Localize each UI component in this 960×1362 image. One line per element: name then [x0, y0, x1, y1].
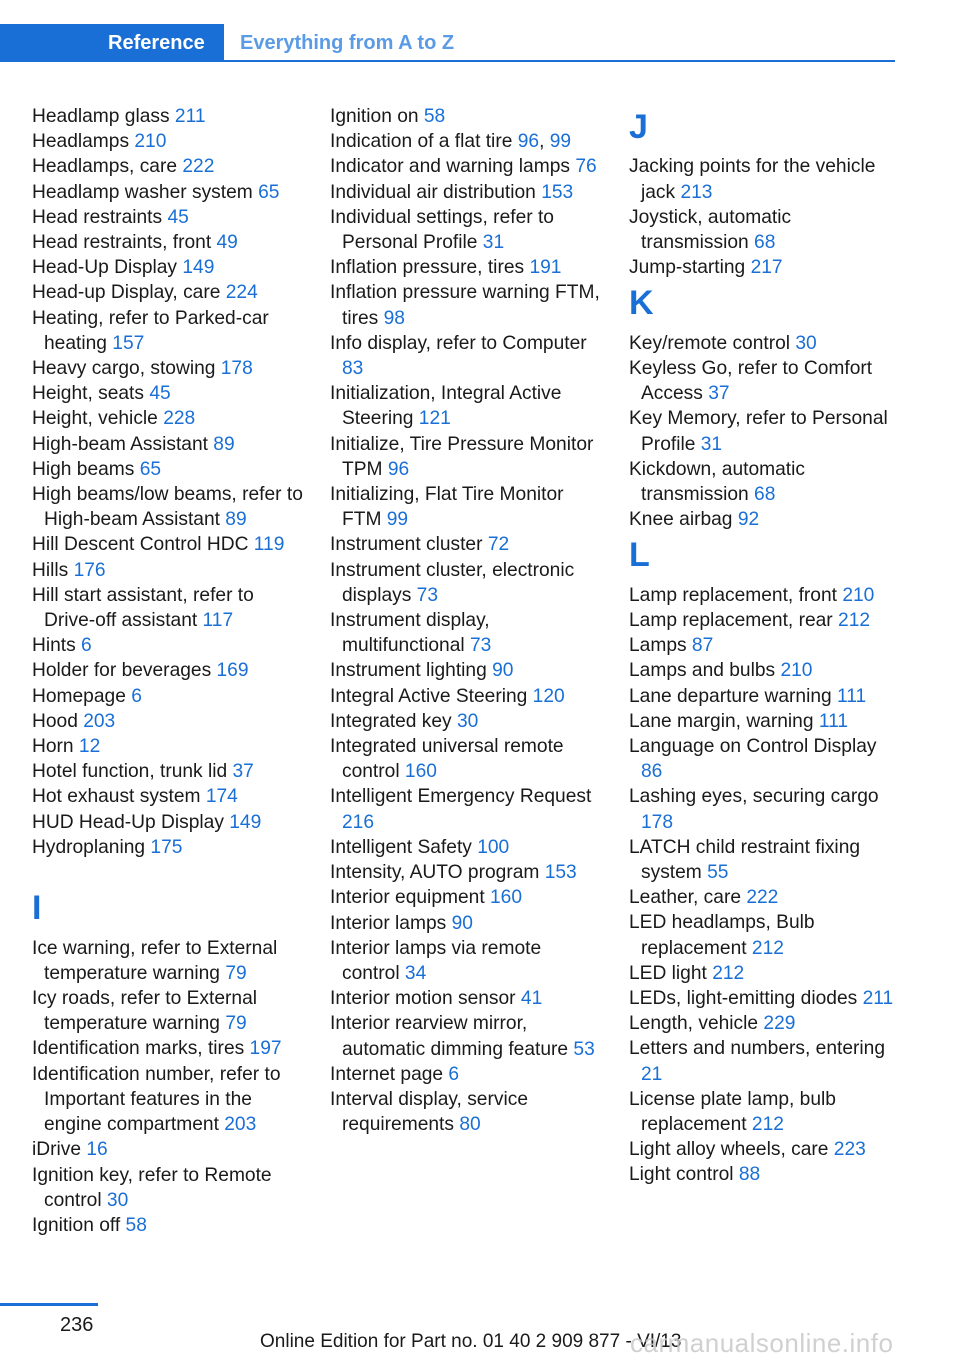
section-header	[0, 24, 895, 62]
index-entry-text: Head-up Display, care	[32, 282, 226, 304]
index-entry	[32, 810, 304, 835]
index-entry-text: Initialization, Integral Active Steering	[330, 383, 562, 430]
index-entry-text: Ignition off	[32, 1214, 126, 1236]
index-entry-text: High-beam Assistant	[32, 433, 214, 455]
index-entry	[330, 532, 602, 557]
page-reference-link[interactable]: 212	[838, 610, 871, 632]
page-reference-link[interactable]: 111	[818, 710, 849, 732]
page-reference-link[interactable]: 197	[249, 1038, 282, 1060]
index-entry	[330, 1087, 602, 1137]
index-entry-text: Holder for beverages	[32, 660, 217, 682]
index-entry-text: Integrated key	[330, 710, 457, 732]
page-reference-link[interactable]: 73	[416, 584, 438, 606]
index-entry	[32, 306, 304, 356]
index-entry-text: Individual air distribution	[330, 181, 542, 203]
index-entry-text: Language on Control Display	[629, 736, 877, 758]
index-entry-text: Info display, refer to Computer	[330, 332, 587, 354]
page-reference-link[interactable]: 92	[737, 509, 760, 531]
index-entry	[330, 835, 602, 860]
index-entry	[32, 154, 304, 179]
index-entry-text: Indication of a flat tire	[330, 131, 518, 153]
index-entry-text: High beams/low beams, refer to High-beam Assistant	[32, 484, 303, 531]
page-reference-link[interactable]: 203	[224, 1114, 257, 1136]
index-entry-text: Interior motion sensor	[330, 988, 521, 1010]
index-entry	[330, 205, 602, 255]
index-entry-text: Individual settings, refer to Personal Profile	[330, 206, 554, 254]
index-entry	[32, 255, 304, 280]
index-entry	[629, 1011, 901, 1036]
index-entry	[330, 154, 602, 179]
index-entry-text: Inflation pressure warning FTM, tires	[330, 282, 600, 329]
index-entry-text: Icy roads, refer to External temperature warning	[32, 988, 258, 1035]
page-reference-link[interactable]: 6	[448, 1063, 460, 1085]
index-entry-text: Joystick, automatic transmission	[629, 206, 792, 253]
page-reference-link[interactable]: 212	[751, 1114, 784, 1136]
index-entry-text: Horn	[32, 736, 79, 758]
page-reference-link[interactable]: 31	[482, 232, 505, 254]
index-entry	[629, 356, 901, 406]
index-column-1	[32, 104, 304, 1238]
index-entry-text: Heating, refer to Parked-car heating	[32, 307, 269, 354]
page-reference-link[interactable]: 153	[541, 181, 574, 203]
index-entry-text: Head restraints, front	[32, 232, 217, 254]
index-entry	[629, 1036, 901, 1086]
page-reference-link[interactable]: 228	[163, 408, 196, 430]
index-entry	[330, 482, 602, 532]
index-entry	[32, 986, 304, 1036]
page-reference-link[interactable]: 149	[229, 811, 262, 833]
index-entry-text: Headlamps, care	[32, 156, 183, 178]
page-reference-link[interactable]: 87	[691, 635, 714, 657]
index-entry	[330, 381, 602, 431]
page-reference-link[interactable]: 90	[492, 660, 514, 682]
index-entry-text: Indicator and warning lamps	[330, 156, 576, 178]
index-entry-text: Letters and numbers, entering	[629, 1038, 885, 1060]
index-entry	[629, 986, 901, 1011]
page-reference-link[interactable]: 210	[780, 660, 813, 682]
page-reference-link[interactable]: 176	[73, 559, 106, 581]
index-entry-text: Interior lamps	[330, 912, 452, 934]
page-reference-link[interactable]: 178	[641, 811, 674, 833]
page-reference-link[interactable]: 216	[342, 811, 375, 833]
page-reference-link[interactable]: 117	[202, 610, 234, 632]
index-entry	[32, 356, 304, 381]
index-entry	[32, 583, 304, 633]
page-reference-link[interactable]: 55	[707, 862, 729, 884]
index-entry-text: Inflation pressure, tires	[330, 257, 530, 279]
index-entry-text: Ignition on	[330, 106, 424, 127]
page-reference-link[interactable]: 58	[125, 1214, 147, 1236]
index-entry	[330, 608, 602, 658]
page-reference-link[interactable]: 174	[205, 786, 238, 808]
index-entry	[32, 180, 304, 205]
index-entry-text: Jump-starting	[629, 257, 751, 279]
index-entry-text: Light control	[629, 1164, 739, 1186]
page-reference-link[interactable]: 153	[544, 862, 577, 884]
index-entry-text: Heavy cargo, stowing	[32, 358, 221, 380]
page-reference-link[interactable]: 211	[862, 988, 894, 1010]
index-entry-text: Headlamps	[32, 131, 135, 153]
index-entry-text: Instrument display, multifunctional	[330, 610, 490, 657]
index-entry-text: Key Memory, refer to Personal Profile	[629, 408, 888, 455]
index-entry-text: Headlamp glass	[32, 106, 175, 127]
page-reference-link[interactable]: 212	[751, 937, 784, 959]
index-entry	[32, 558, 304, 583]
page-reference-link[interactable]: 89	[213, 433, 235, 455]
index-entry-text: Ignition key, refer to Remote control	[32, 1164, 272, 1211]
index-entry-text: Hot exhaust system	[32, 786, 206, 808]
tab-reference[interactable]: Reference	[0, 24, 224, 62]
index-entry-text: Hill Descent Control HDC	[32, 534, 254, 556]
index-entry	[629, 658, 901, 683]
index-entry-text: License plate lamp, bulb replacement	[629, 1088, 836, 1136]
page-reference-link[interactable]: 58	[423, 106, 446, 127]
watermark: carmanualsonline.info	[630, 1328, 894, 1358]
index-entry	[629, 205, 901, 255]
page-reference-link[interactable]: 223	[833, 1139, 866, 1161]
index-entry-text: Knee airbag	[629, 509, 738, 531]
index-entry	[629, 154, 901, 204]
index-entry-text: Head-Up Display	[32, 257, 183, 279]
page-reference-link[interactable]: 37	[708, 383, 730, 405]
index-entry-text: Hydroplaning	[32, 836, 151, 858]
page-reference-link[interactable]: 21	[641, 1063, 663, 1085]
index-entry-text: Headlamp washer system	[32, 181, 259, 203]
index-entry	[330, 784, 602, 834]
index-entry	[32, 432, 304, 457]
index-entry	[32, 936, 304, 986]
page-reference-link[interactable]: 6	[81, 635, 92, 657]
index-entry	[629, 583, 901, 608]
page-reference-link[interactable]: 96	[387, 458, 410, 480]
page-separator: ,	[539, 131, 550, 153]
index-entry-text: Keyless Go, refer to Comfort Access	[629, 358, 873, 405]
index-entry	[330, 860, 602, 885]
index-entry-text: Ice warning, refer to External temperature warning	[32, 937, 278, 984]
page-reference-link[interactable]: 99	[386, 509, 409, 531]
index-entry	[32, 406, 304, 431]
edition-text: Online Edition for Part no. 01 40 2 909 877 - VI/13	[260, 1331, 682, 1352]
page-reference-link[interactable]: 31	[700, 433, 723, 455]
page-reference-link[interactable]: 210	[134, 131, 167, 153]
index-entry	[32, 709, 304, 734]
index-letter-heading: L	[629, 536, 650, 575]
index-entry	[32, 129, 304, 154]
index-entry-text: LATCH child restraint fixing system	[629, 836, 861, 884]
index-entry	[330, 684, 602, 709]
page-reference-link[interactable]: 30	[456, 710, 479, 732]
index-entry-text: Lamp replacement, rear	[629, 610, 839, 632]
header-rule	[224, 60, 895, 62]
index-letter-heading: K	[629, 284, 654, 323]
index-entry	[629, 684, 901, 709]
index-entry-text: Lane departure warning	[629, 685, 838, 707]
page-reference-link[interactable]: 210	[842, 584, 875, 606]
index-entry-text: Instrument cluster	[330, 534, 488, 556]
index-entry	[32, 784, 304, 809]
index-entry-text: Internet page	[330, 1063, 449, 1085]
page-reference-link[interactable]: 53	[573, 1038, 595, 1060]
index-entry-text: Light alloy wheels, care	[629, 1139, 834, 1161]
tab-everything-a-to-z[interactable]: Everything from A to Z	[240, 32, 455, 54]
page-reference-link[interactable]: 73	[469, 635, 492, 657]
index-entry-text: High beams	[32, 458, 140, 480]
page-reference-link[interactable]: 120	[532, 685, 565, 707]
index-entry-text: Key/remote control	[629, 332, 796, 354]
footer-rule	[0, 1303, 98, 1306]
index-entry	[32, 759, 304, 784]
index-entry	[330, 885, 602, 910]
index-entry	[330, 255, 602, 280]
index-entry-text: Hills	[32, 559, 74, 581]
index-entry-text: Initializing, Flat Tire Monitor FTM	[330, 484, 564, 531]
page-reference-link[interactable]: 100	[477, 836, 510, 858]
index-entry	[330, 658, 602, 683]
index-entry	[330, 180, 602, 205]
page-reference-link[interactable]: 212	[712, 962, 745, 984]
page-reference-link[interactable]: 213	[680, 181, 713, 203]
index-entry-text: Integrated universal remote control	[330, 736, 564, 783]
index-entry	[32, 684, 304, 709]
page-reference-link[interactable]: 68	[754, 232, 776, 253]
page-reference-link[interactable]: 49	[216, 232, 238, 254]
index-entry	[32, 1062, 304, 1138]
index-entry	[629, 910, 901, 960]
page-reference-link[interactable]: 34	[404, 962, 427, 984]
index-entry-text: LED light	[629, 962, 713, 984]
page-reference-link[interactable]: 16	[86, 1139, 108, 1161]
index-entry	[629, 1162, 901, 1187]
index-entry-text: LED headlamps, Bulb replacement	[629, 912, 815, 959]
index-entry-text: Interior rearview mirror, automatic dimming feature	[330, 1013, 574, 1060]
index-entry-text: Lamps	[629, 635, 692, 657]
section-gap	[32, 860, 304, 885]
index-entry-text: Identification number, refer to Important features in the engine compartment	[32, 1063, 281, 1136]
index-entry-text: Lane margin, warning	[629, 710, 819, 732]
index-entry	[629, 406, 901, 456]
index-entry-text: Lamp replacement, front	[629, 584, 843, 606]
index-entry-text: Interior lamps via remote control	[330, 937, 542, 984]
index-entry-text: Intelligent Emergency Request	[330, 786, 592, 808]
page-reference-link[interactable]: 12	[78, 736, 101, 758]
index-entry	[32, 381, 304, 406]
index-entry-text: Intelligent Safety	[330, 836, 478, 858]
index-entry	[330, 331, 602, 381]
index-entry	[330, 709, 602, 734]
index-entry	[32, 734, 304, 759]
page-reference-link[interactable]: 175	[150, 836, 183, 858]
page-reference-link[interactable]: 149	[182, 257, 215, 279]
page-reference-link[interactable]: 68	[754, 484, 776, 506]
page-reference-link[interactable]: 6	[131, 685, 142, 707]
index-entry	[629, 1087, 901, 1137]
page-reference-link[interactable]: 30	[106, 1189, 129, 1211]
index-entry	[330, 986, 602, 1011]
page-number: 236	[60, 1314, 94, 1336]
page-reference-link[interactable]: 72	[487, 534, 510, 556]
page-reference-link[interactable]: 83	[342, 358, 364, 380]
index-entry	[330, 911, 602, 936]
index-entry-text: Interior equipment	[330, 887, 490, 909]
page-reference-link[interactable]: 89	[225, 509, 247, 531]
index-entry	[629, 835, 901, 885]
index-entry	[629, 255, 901, 280]
index-entry	[32, 1036, 304, 1061]
index-entry-text: Instrument cluster, electronic displays	[330, 559, 575, 606]
index-entry-text: Kickdown, automatic transmission	[629, 458, 805, 506]
index-entry	[629, 633, 901, 658]
index-entry	[629, 734, 901, 784]
page-reference-link[interactable]: 80	[459, 1114, 481, 1136]
page-reference-link[interactable]: 157	[112, 332, 145, 354]
index-letter-heading: J	[629, 108, 648, 146]
page-reference-link[interactable]: 169	[216, 660, 249, 682]
index-entry-text: Height, seats	[32, 383, 150, 405]
index-entry-text: Leather, care	[629, 887, 747, 909]
index-column-3	[629, 104, 901, 1188]
index-entry	[32, 280, 304, 305]
page-reference-link[interactable]: 45	[167, 206, 189, 228]
index-entry	[629, 709, 901, 734]
page-reference-link[interactable]: 121	[418, 408, 451, 430]
index-entry	[330, 1062, 602, 1087]
index-entry-text: Integral Active Steering	[330, 685, 533, 707]
index-entry	[32, 835, 304, 860]
index-entry-text: Hints	[32, 635, 82, 657]
index-entry	[629, 507, 901, 532]
index-entry	[629, 331, 901, 356]
index-entry-text: HUD Head-Up Display	[32, 811, 230, 833]
page-reference-link[interactable]: 119	[253, 534, 285, 556]
index-entry	[330, 432, 602, 482]
index-entry	[330, 129, 602, 154]
index-entry	[330, 104, 602, 129]
page-reference-link[interactable]: 229	[763, 1013, 796, 1035]
page-reference-link[interactable]: 217	[750, 257, 783, 279]
page-reference-link[interactable]: 222	[182, 156, 215, 178]
index-entry-text: Hood	[32, 710, 84, 732]
index-entry	[32, 230, 304, 255]
index-entry	[330, 734, 602, 784]
page-reference-link[interactable]: 90	[451, 912, 473, 934]
page-reference-link[interactable]: 37	[232, 761, 254, 783]
index-entry-text: Length, vehicle	[629, 1013, 764, 1035]
index-entry-text: Instrument lighting	[330, 660, 493, 682]
index-entry	[32, 104, 304, 129]
index-entry	[32, 482, 304, 532]
index-entry-text: Head restraints	[32, 206, 168, 228]
index-entry-text: Homepage	[32, 685, 132, 707]
index-entry	[32, 1163, 304, 1213]
page-reference-link[interactable]: 191	[529, 257, 562, 279]
index-entry	[32, 633, 304, 658]
page-reference-link[interactable]: 203	[83, 710, 116, 732]
page-reference-link[interactable]: 45	[149, 383, 171, 405]
index-entry	[330, 936, 602, 986]
index-entry	[629, 961, 901, 986]
index-entry	[629, 457, 901, 507]
index-entry	[32, 457, 304, 482]
index-entry	[629, 1137, 901, 1162]
page-reference-link[interactable]: 96	[517, 131, 540, 153]
page-reference-link[interactable]: 76	[575, 156, 597, 178]
index-entry-text: Height, vehicle	[32, 408, 164, 430]
index-entry-text: Interval display, service requirements	[330, 1088, 528, 1136]
index-entry	[32, 658, 304, 683]
index-entry	[330, 1011, 602, 1061]
page-reference-link[interactable]: 88	[738, 1164, 761, 1186]
index-entry-text: Intensity, AUTO program	[330, 862, 545, 884]
page-reference-link[interactable]: 111	[837, 685, 867, 707]
page-reference-link[interactable]: 160	[489, 887, 522, 909]
index-entry-text: Hotel function, trunk lid	[32, 761, 233, 783]
index-entry-text: Initialize, Tire Pressure Monitor TPM	[330, 433, 594, 480]
page-reference-link[interactable]: 224	[225, 282, 258, 304]
page-reference-link[interactable]: 30	[795, 332, 817, 354]
index-entry	[32, 532, 304, 557]
page-reference-link[interactable]: 222	[746, 887, 779, 909]
page-reference-link[interactable]: 178	[220, 358, 253, 380]
index-entry-text: Hill start assistant, refer to Drive-off assistant	[32, 584, 254, 632]
index-column-2	[330, 104, 602, 1137]
index-entry	[629, 784, 901, 834]
page-reference-link[interactable]: 79	[225, 1013, 247, 1035]
index-entry	[330, 558, 602, 608]
index-entry-text: Jacking points for the vehicle jack	[629, 156, 876, 203]
index-entry	[330, 280, 602, 330]
index-entry	[629, 885, 901, 910]
index-letter-heading: I	[32, 889, 42, 928]
page-reference-link[interactable]: 211	[174, 106, 206, 127]
index-entry	[32, 1137, 304, 1162]
page-reference-link[interactable]: 86	[641, 761, 663, 783]
index-entry-text: iDrive	[32, 1139, 87, 1161]
page-reference-link[interactable]: 65	[258, 181, 280, 203]
page-reference-link[interactable]: 99	[549, 131, 572, 153]
page-reference-link[interactable]: 79	[225, 962, 247, 984]
index-entry	[32, 1213, 304, 1238]
page-reference-link[interactable]: 98	[383, 307, 405, 329]
index-entry	[32, 205, 304, 230]
page-reference-link[interactable]: 160	[404, 761, 437, 783]
index-entry	[629, 608, 901, 633]
index-entry-text: LEDs, light-emitting diodes	[629, 988, 863, 1010]
page-reference-link[interactable]: 65	[139, 458, 162, 480]
index-entry-text: Lashing eyes, securing cargo	[629, 786, 879, 808]
page-reference-link[interactable]: 41	[520, 988, 543, 1010]
index-entry-text: Identification marks, tires	[32, 1038, 250, 1060]
index-entry-text: Lamps and bulbs	[629, 660, 781, 682]
